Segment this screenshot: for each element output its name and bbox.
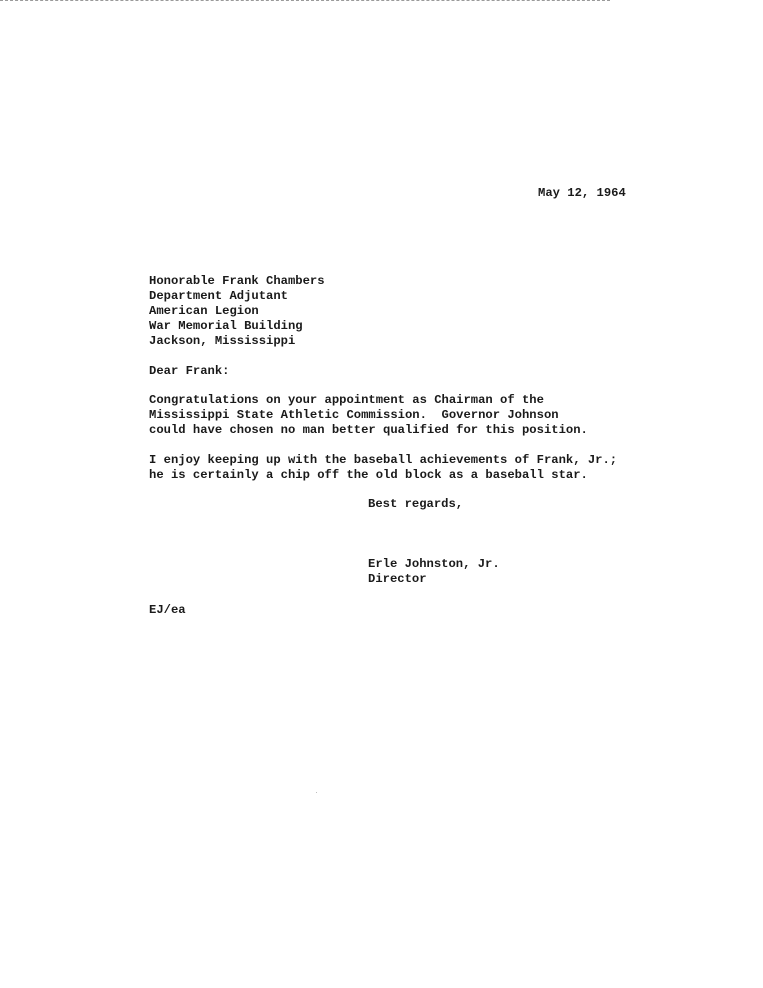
salutation: Dear Frank:: [149, 364, 230, 378]
signer-name: Erle Johnston, Jr.: [368, 557, 500, 571]
page-top-border: [0, 0, 610, 1]
recipient-line-name: Honorable Frank Chambers: [149, 274, 325, 288]
recipient-line-building: War Memorial Building: [149, 319, 303, 333]
closing: Best regards,: [368, 497, 464, 511]
recipient-line-title: Department Adjutant: [149, 289, 288, 303]
signer-title: Director: [368, 572, 427, 586]
reference-initials: EJ/ea: [149, 603, 186, 617]
recipient-line-city: Jackson, Mississippi: [149, 334, 296, 348]
body-paragraph-2-line: he is certainly a chip off the old block as a baseball star.: [149, 468, 588, 482]
recipient-line-organization: American Legion: [149, 304, 259, 318]
paper-speck: [316, 792, 317, 793]
body-paragraph-1-line: Congratulations on your appointment as Chairman of the: [149, 393, 544, 407]
body-paragraph-1-line: Mississippi State Athletic Commission. Governor Johnson: [149, 408, 559, 422]
letter-date: May 12, 1964: [538, 186, 626, 200]
body-paragraph-1-line: could have chosen no man better qualified for this position.: [149, 423, 588, 437]
body-paragraph-2-line: I enjoy keeping up with the baseball achievements of Frank, Jr.;: [149, 453, 618, 467]
